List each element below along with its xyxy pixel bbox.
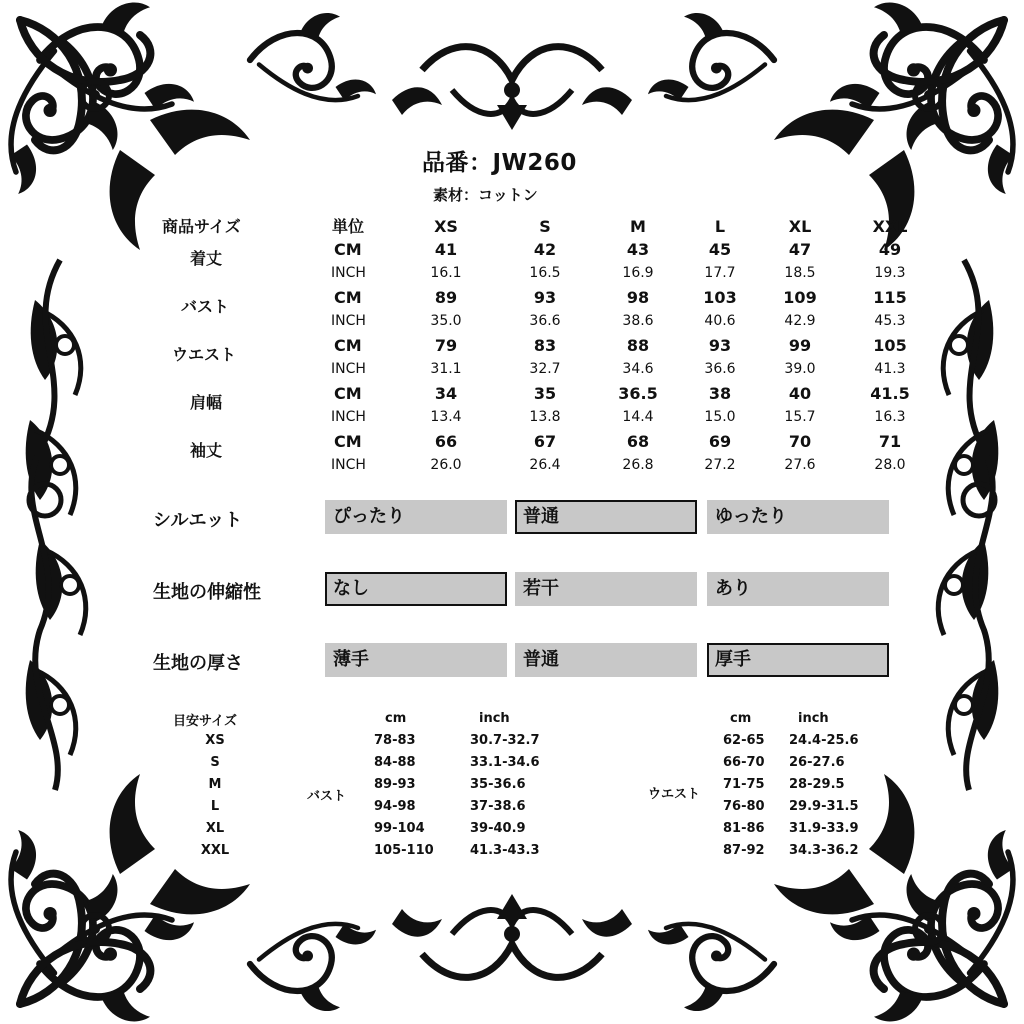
- unit-inch: INCH: [331, 265, 366, 281]
- material: 素材：コットン: [433, 186, 538, 204]
- bust-inch-range: 33.1-34.6: [470, 755, 540, 770]
- measurement-label: 袖丈: [190, 441, 223, 460]
- unit-cm: CM: [334, 384, 362, 403]
- bust-inch-range: 37-38.6: [470, 799, 526, 814]
- unit-inch: INCH: [331, 409, 366, 425]
- size-header: M: [630, 217, 646, 236]
- attribute-option-selected: なし: [325, 572, 507, 606]
- bust-inch-range: 35-36.6: [470, 777, 526, 792]
- inch-value: 28.0: [874, 457, 906, 473]
- attribute-option-selected: 厚手: [707, 643, 889, 677]
- cm-value: 93: [533, 288, 557, 307]
- inch-value: 26.0: [430, 457, 462, 473]
- inch-value: 40.6: [704, 313, 736, 329]
- cm-value: 35: [533, 384, 557, 403]
- waist-cm-header: cm: [730, 711, 752, 726]
- cm-value: 42: [533, 240, 557, 259]
- guide-size: M: [208, 777, 222, 792]
- waist-cm-range: 76-80: [723, 799, 765, 814]
- cm-value: 79: [434, 336, 458, 355]
- inch-value: 36.6: [704, 361, 736, 377]
- cm-value: 66: [434, 432, 458, 451]
- size-header: XL: [788, 217, 812, 236]
- bust-inch-header: inch: [479, 711, 510, 726]
- bust-inch-range: 30.7-32.7: [470, 733, 540, 748]
- bust-cm-range: 84-88: [374, 755, 416, 770]
- inch-value: 39.0: [784, 361, 816, 377]
- cm-value: 43: [626, 240, 650, 259]
- attribute-option: あり: [707, 572, 889, 606]
- waist-cm-range: 71-75: [723, 777, 765, 792]
- unit-inch: INCH: [331, 313, 366, 329]
- unit-inch: INCH: [331, 457, 366, 473]
- inch-value: 16.5: [529, 265, 561, 281]
- unit-cm: CM: [334, 432, 362, 451]
- inch-value: 27.2: [704, 457, 736, 473]
- size-header: L: [714, 217, 726, 236]
- waist-cm-range: 66-70: [723, 755, 765, 770]
- cm-value: 109: [783, 288, 817, 307]
- bust-cm-range: 78-83: [374, 733, 416, 748]
- guide-size: L: [210, 799, 220, 814]
- guide-size: XL: [205, 821, 225, 836]
- measurement-label: 着丈: [190, 249, 223, 268]
- cm-value: 115: [873, 288, 907, 307]
- waist-cm-range: 87-92: [723, 843, 765, 858]
- waist-cm-range: 81-86: [723, 821, 765, 836]
- bust-cm-range: 94-98: [374, 799, 416, 814]
- cm-value: 36.5: [618, 384, 658, 403]
- cm-value: 40: [788, 384, 812, 403]
- cm-value: 41: [434, 240, 458, 259]
- unit-header: 単位: [332, 217, 365, 236]
- cm-value: 47: [788, 240, 812, 259]
- unit-cm: CM: [334, 336, 362, 355]
- cm-value: 41.5: [870, 384, 910, 403]
- cm-value: 71: [878, 432, 902, 451]
- unit-inch: INCH: [331, 361, 366, 377]
- inch-value: 34.6: [622, 361, 654, 377]
- measurement-label: バスト: [181, 297, 230, 316]
- size-header: S: [539, 217, 551, 236]
- inch-value: 14.4: [622, 409, 654, 425]
- cm-value: 68: [626, 432, 650, 451]
- bust-guide-label: バスト: [307, 789, 347, 804]
- inch-value: 16.3: [874, 409, 906, 425]
- inch-value: 13.8: [529, 409, 561, 425]
- bust-cm-header: cm: [385, 711, 407, 726]
- size-guide-title: 目安サイズ: [173, 714, 237, 729]
- cm-value: 67: [533, 432, 557, 451]
- attribute-option: ぴったり: [325, 500, 507, 534]
- attribute-option: ゆったり: [707, 500, 889, 534]
- cm-value: 38: [708, 384, 732, 403]
- cm-value: 83: [533, 336, 557, 355]
- inch-value: 15.0: [704, 409, 736, 425]
- inch-value: 42.9: [784, 313, 816, 329]
- attribute-option: 薄手: [325, 643, 507, 677]
- bust-inch-range: 39-40.9: [470, 821, 526, 836]
- inch-value: 18.5: [784, 265, 816, 281]
- cm-value: 93: [708, 336, 732, 355]
- waist-inch-header: inch: [798, 711, 829, 726]
- attribute-label: シルエット: [153, 510, 243, 531]
- inch-value: 41.3: [874, 361, 906, 377]
- cm-value: 103: [703, 288, 737, 307]
- waist-inch-range: 24.4-25.6: [789, 733, 859, 748]
- bust-cm-range: 105-110: [374, 843, 434, 858]
- inch-value: 17.7: [704, 265, 736, 281]
- waist-inch-range: 29.9-31.5: [789, 799, 859, 814]
- inch-value: 32.7: [529, 361, 561, 377]
- inch-value: 16.9: [622, 265, 654, 281]
- attribute-option: 普通: [515, 643, 697, 677]
- waist-inch-range: 31.9-33.9: [789, 821, 859, 836]
- size-header: XXL: [872, 217, 908, 236]
- inch-value: 26.8: [622, 457, 654, 473]
- cm-value: 99: [788, 336, 812, 355]
- guide-size: XS: [205, 733, 225, 748]
- inch-value: 15.7: [784, 409, 816, 425]
- bust-inch-range: 41.3-43.3: [470, 843, 540, 858]
- attribute-option: 若干: [515, 572, 697, 606]
- guide-size: S: [210, 755, 220, 770]
- inch-value: 13.4: [430, 409, 462, 425]
- inch-value: 38.6: [622, 313, 654, 329]
- cm-value: 34: [434, 384, 458, 403]
- cm-value: 98: [626, 288, 650, 307]
- waist-inch-range: 34.3-36.2: [789, 843, 859, 858]
- unit-cm: CM: [334, 240, 362, 259]
- inch-value: 27.6: [784, 457, 816, 473]
- cm-value: 89: [434, 288, 458, 307]
- cm-value: 45: [708, 240, 732, 259]
- inch-value: 19.3: [874, 265, 906, 281]
- waist-cm-range: 62-65: [723, 733, 765, 748]
- inch-value: 16.1: [430, 265, 462, 281]
- inch-value: 26.4: [529, 457, 561, 473]
- inch-value: 31.1: [430, 361, 462, 377]
- size-table-corner-label: 商品サイズ: [162, 217, 241, 236]
- attribute-label: 生地の厚さ: [153, 653, 243, 674]
- bust-cm-range: 99-104: [374, 821, 425, 836]
- cm-value: 49: [878, 240, 902, 259]
- inch-value: 35.0: [430, 313, 462, 329]
- cm-value: 69: [708, 432, 732, 451]
- cm-value: 70: [788, 432, 812, 451]
- cm-value: 88: [626, 336, 650, 355]
- product-code: 品番：JW260: [422, 150, 577, 176]
- guide-size: XXL: [200, 843, 230, 858]
- unit-cm: CM: [334, 288, 362, 307]
- size-header: XS: [434, 217, 458, 236]
- inch-value: 36.6: [529, 313, 561, 329]
- waist-guide-label: ウエスト: [648, 787, 701, 802]
- attribute-label: 生地の伸縮性: [153, 582, 261, 603]
- waist-inch-range: 28-29.5: [789, 777, 845, 792]
- attribute-option-selected: 普通: [515, 500, 697, 534]
- bust-cm-range: 89-93: [374, 777, 416, 792]
- measurement-label: ウエスト: [172, 345, 237, 364]
- waist-inch-range: 26-27.6: [789, 755, 845, 770]
- measurement-label: 肩幅: [190, 393, 223, 412]
- inch-value: 45.3: [874, 313, 906, 329]
- cm-value: 105: [873, 336, 907, 355]
